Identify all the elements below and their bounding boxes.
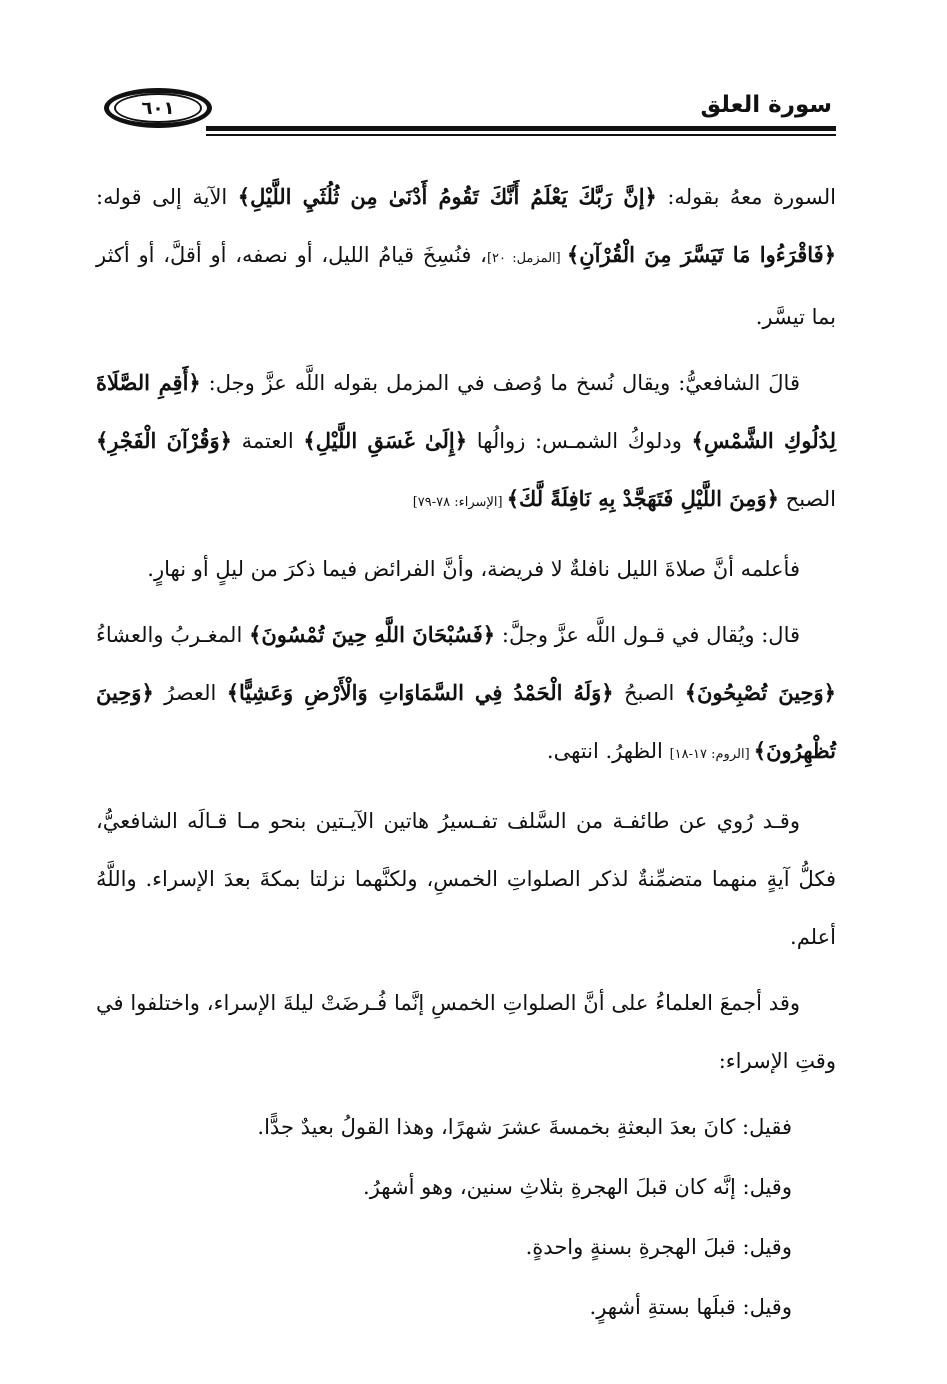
text-run: قال: ويُقال في قـول اللَّه عزَّ وجلَّ:	[495, 623, 801, 647]
page-body	[96, 168, 836, 1338]
verse-reference: [الإسراء: ٧٨-٧٩]	[412, 495, 507, 510]
text-run: السورة معهُ بقوله:	[656, 185, 837, 209]
text-run: الصبحُ	[613, 681, 685, 705]
text-run: العتمة	[231, 429, 304, 453]
quran-verse: ﴿وَحِينَ تُصْبِحُونَ﴾	[684, 680, 836, 705]
verse-reference: [المزمل: ٢٠]	[486, 251, 567, 266]
text-run: قالَ الشافعيُّ: ويقال نُسخ ما وُصف في المزمل بقوله اللَّه عزَّ وجل:	[200, 371, 800, 395]
page-header	[96, 82, 836, 144]
quran-verse: ﴿وَمِنَ اللَّيْلِ فَتَهَجَّدْ بِهِ نَافِلَةً لَّكَ﴾	[506, 486, 779, 511]
opinion-1: فقيل: كانَ بعدَ البعثةِ بخمسةَ عشرَ شهرًا، وهذا القولُ بعيدٌ جدًّا.	[257, 1115, 792, 1139]
header-rule-thick	[206, 126, 836, 131]
quran-verse: ﴿أَقِمِ الصَّلَاةَ لِدُلُوكِ الشَّمْسِ﴾	[96, 370, 837, 453]
quran-verse: ﴿وَقُرْآنَ الْفَجْرِ﴾	[96, 428, 232, 453]
verse-reference: [الروم: ١٧-١٨]	[669, 747, 754, 762]
text-run: المغـربُ والعشاءُ	[96, 623, 250, 647]
text-run: العصرُ	[153, 681, 227, 705]
opinion-2: وقيل: إنَّه كان قبلَ الهجرةِ بثلاثِ سنين، وهو أشهرُ.	[363, 1175, 792, 1199]
page-number-badge	[104, 88, 212, 128]
page-number: ٦٠١	[114, 93, 202, 123]
text-run: الصبح	[778, 487, 836, 511]
text-run: الآية إلى قوله:	[96, 185, 238, 209]
quran-verse: ﴿فَسُبْحَانَ اللَّهِ حِينَ تُمْسُونَ﴾	[249, 622, 496, 647]
paragraph-3: فأعلمه أنَّ صلاةَ الليل نافلةٌ لا فريضة، وأنَّ الفرائض فيما ذكرَ من ليلٍ أو نهارٍ.	[147, 557, 800, 581]
quran-verse: ﴿إِلَىٰ غَسَقِ اللَّيْلِ﴾	[303, 428, 468, 453]
paragraph-6: وقد أجمعَ العلماءُ على أنَّ الصلواتِ الخمسِ إنَّما فُـرضَتْ ليلةَ الإسراء، واختلفوا في وقتِ الإسراء:	[96, 991, 836, 1073]
quran-verse: ﴿فَاقْرَءُوا مَا تَيَسَّرَ مِنَ الْقُرْآنِ﴾	[566, 242, 836, 267]
quran-verse: ﴿وَحِينَ تُظْهِرُونَ﴾	[96, 680, 836, 763]
opinion-4: وقيل: قبلَها بستةِ أشهرٍ.	[589, 1295, 792, 1319]
header-rule-thin	[206, 134, 836, 136]
paragraph-1	[96, 168, 836, 346]
quran-verse: ﴿إنَّ رَبَّكَ يَعْلَمُ أَنَّكَ تَقُومُ أَدْنَىٰ مِن ثُلُثَيِ اللَّيْلِ﴾	[237, 184, 657, 209]
text-run: ودلوكُ الشمـس: زوالُها	[467, 429, 692, 453]
paragraph-4	[96, 606, 836, 784]
opinion-3: وقيل: قبلَ الهجرةِ بسنةٍ واحدةٍ.	[525, 1235, 792, 1259]
paragraph-2	[96, 354, 836, 532]
text-run: الظهرُ. انتهى.	[546, 739, 670, 763]
quran-verse: ﴿وَلَهُ الْحَمْدُ فِي السَّمَاوَاتِ وَالْأَرْضِ وَعَشِيًّا﴾	[226, 680, 614, 705]
surah-title: سورة العلق	[700, 92, 832, 118]
paragraph-5: وقـد رُوي عن طائفـة من السَّلف تفـسيرُ هاتين الآيـتين بنحو مـا قـالَه الشافعيُّ، فكلُّ آيةٍ منهما متضمِّنةٌ لذكر الصلواتِ الخمسِ، ولكنَّهما نزلتا بمكةَ بعدَ الإسراء. واللَّهُ أعلم.	[96, 809, 836, 949]
text-run: ، فنُسِخَ قيامُ الليل، أو نصفه، أو أقلَّ، أو أكثر بما تيسَّر.	[96, 243, 836, 329]
